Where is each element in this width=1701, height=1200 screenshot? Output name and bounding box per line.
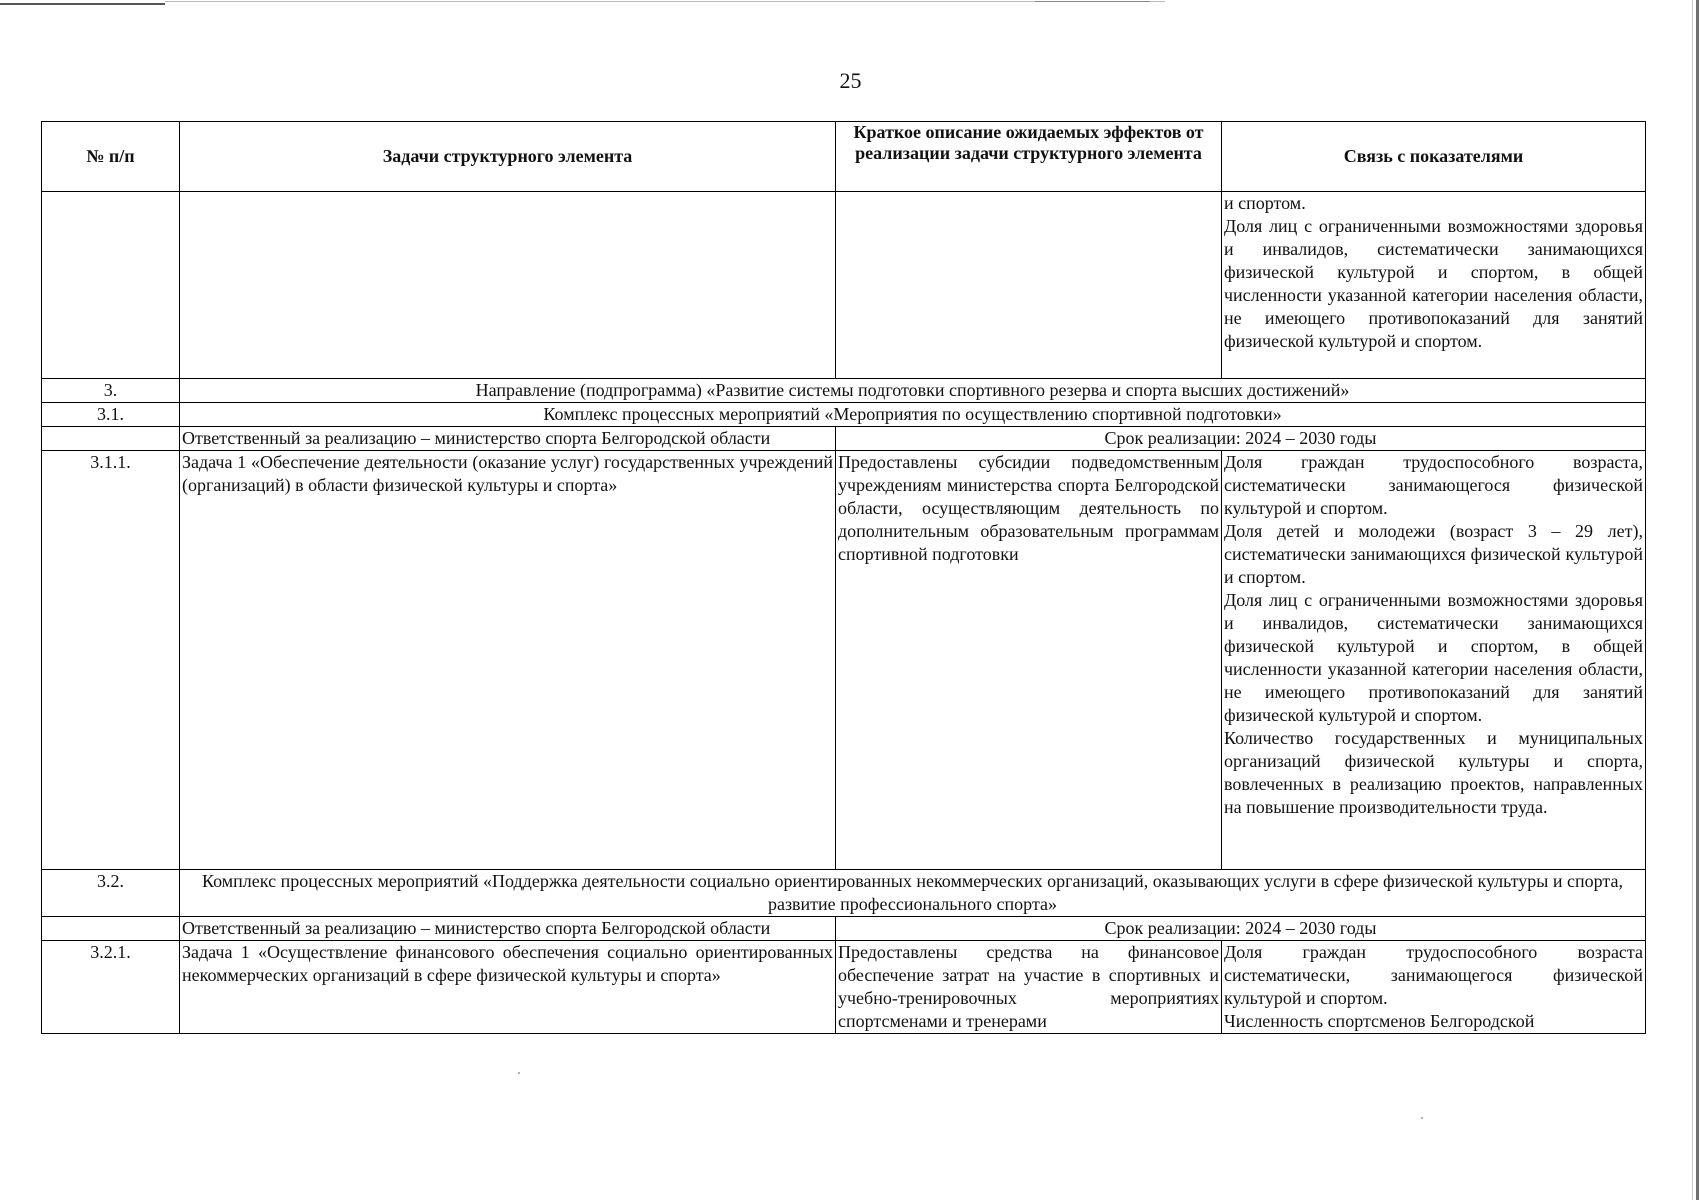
header-num: № п/п bbox=[42, 122, 180, 192]
table-row-continuation bbox=[42, 192, 1646, 379]
scan-edge-right bbox=[1696, 0, 1699, 1200]
indicators-3-2-1: Доля граждан трудоспособного возраста систематически, занимающегося физической культурой и спортом. Численность спортсменов Белгородской bbox=[1222, 941, 1646, 1034]
responsible-3-1: Ответственный за реализацию – министерство спорта Белгородской области bbox=[180, 427, 836, 451]
section-row-3-1 bbox=[42, 403, 1646, 427]
responsible-row-3-1 bbox=[42, 427, 1646, 451]
effect-3-2-1: Предоставлены средства на финансовое обеспечение затрат на участие в спортивных и учебно-тренировочных мероприятиях спортсменами и тренерами bbox=[836, 941, 1222, 1034]
cell-empty-effect bbox=[836, 192, 1222, 379]
effect-3-1-1: Предоставлены субсидии подведомственным учреждениям министерства спорта Белгородской области, осуществляющим деятельность по дополнительным образовательным программам спортивной подготовки bbox=[836, 451, 1222, 870]
responsible-3-2: Ответственный за реализацию – министерство спорта Белгородской области bbox=[180, 917, 836, 941]
cell-empty-num bbox=[42, 192, 180, 379]
header-tasks: Задачи структурного элемента bbox=[180, 122, 836, 192]
section-row-3-2 bbox=[42, 870, 1646, 917]
header-indicators: Связь с показателями bbox=[1222, 122, 1646, 192]
table-row-3-2-1 bbox=[42, 941, 1646, 1034]
responsible-row-3-2 bbox=[42, 917, 1646, 941]
header-row bbox=[42, 122, 1646, 192]
cell-empty-num-resp-3-2 bbox=[42, 917, 180, 941]
cell-indicators-continuation: и спортом. Доля лиц с ограниченными возможностями здоровья и инвалидов, систематически занимающихся физической культурой и спортом, в общей численности указанной категории населения области, не имеющего противопоказаний для занятий физической культурой и спортом. bbox=[1222, 192, 1646, 379]
task-3-2-1: Задача 1 «Осуществление финансового обеспечения социально ориентированных некоммерческих организаций в сфере физической культуры и спорта» bbox=[180, 941, 836, 1034]
scan-speck bbox=[1421, 1117, 1423, 1119]
table-row-3-1-1 bbox=[42, 451, 1646, 870]
section-title-3-2: Комплекс процессных мероприятий «Поддержка деятельности социально ориентированных некоммерческих организаций, оказывающих услуги в сфере физической культуры и спорта, развитие профессионального спорта» bbox=[180, 870, 1646, 917]
cell-num-3-2: 3.2. bbox=[42, 870, 180, 917]
cell-num-3: 3. bbox=[42, 379, 180, 403]
cell-num-3-2-1: 3.2.1. bbox=[42, 941, 180, 1034]
scan-edge-right-inner bbox=[1692, 0, 1693, 1200]
page-number: 25 bbox=[839, 68, 862, 93]
term-3-1: Срок реализации: 2024 – 2030 годы bbox=[836, 427, 1646, 451]
scan-speck bbox=[518, 1072, 520, 1074]
term-3-2: Срок реализации: 2024 – 2030 годы bbox=[836, 917, 1646, 941]
indicators-3-1-1: Доля граждан трудоспособного возраста, систематически занимающегося физической культурой и спортом. Доля детей и молодежи (возраст 3 – 29 лет), систематически занимающихся физической культурой и спортом. Доля лиц с ограниченными возможностями здоровья и инвалидов, систематически занимающихся физической культурой и спортом, в общей численности указанной категории населения области, не имеющего противопоказаний для занятий физической культурой и спортом. Количество государственных и муниципальных организаций физической культуры и спорта, вовлеченных в реализацию проектов, направленных на повышение производительности труда. bbox=[1222, 451, 1646, 870]
header-effects: Краткое описание ожидаемых эффектов от реализации задачи структурного элемента bbox=[836, 122, 1222, 192]
section-title-3-1: Комплекс процессных мероприятий «Мероприятия по осуществлению спортивной подготовки» bbox=[180, 403, 1646, 427]
cell-num-3-1: 3.1. bbox=[42, 403, 180, 427]
scan-edge-top bbox=[0, 0, 1701, 6]
cell-empty-task bbox=[180, 192, 836, 379]
cell-num-3-1-1: 3.1.1. bbox=[42, 451, 180, 870]
cell-empty-num-resp-3-1 bbox=[42, 427, 180, 451]
section-row-3 bbox=[42, 379, 1646, 403]
measures-table bbox=[41, 121, 1646, 1034]
section-title-3: Направление (подпрограмма) «Развитие системы подготовки спортивного резерва и спорта высших достижений» bbox=[180, 379, 1646, 403]
task-3-1-1: Задача 1 «Обеспечение деятельности (оказание услуг) государственных учреждений (организаций) в области физической культуры и спорта» bbox=[180, 451, 836, 870]
